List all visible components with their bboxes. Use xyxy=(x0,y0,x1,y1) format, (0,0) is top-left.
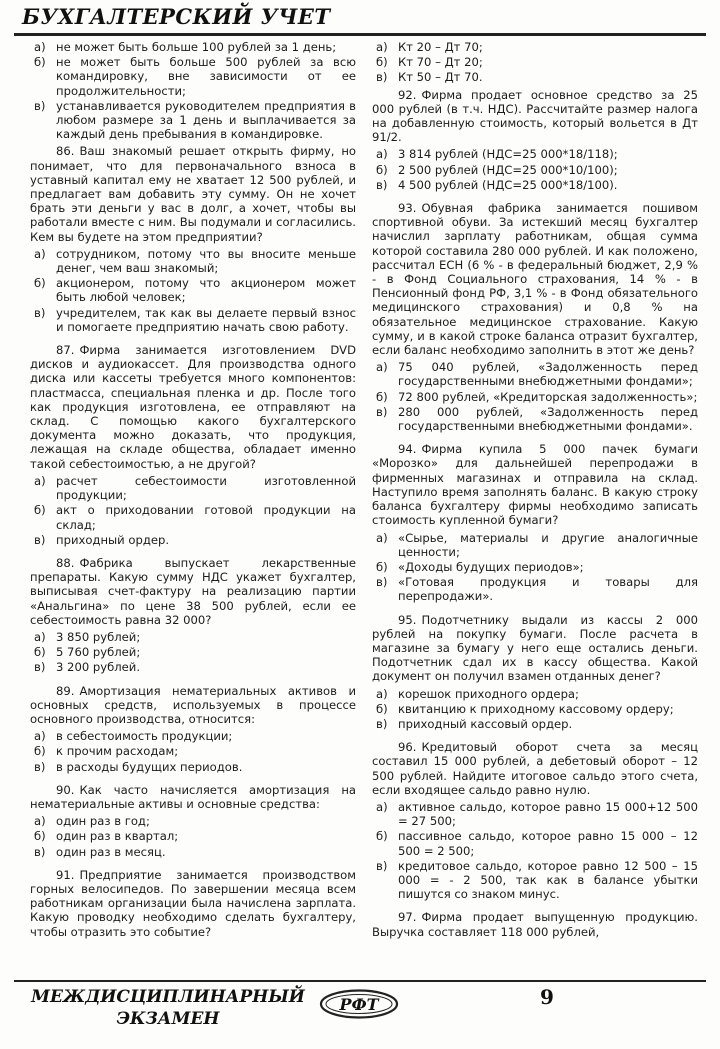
question-number: 92. xyxy=(398,87,417,102)
answer-option xyxy=(372,859,698,902)
question-text xyxy=(30,684,356,727)
option-letter: в) xyxy=(376,858,388,873)
option-letter: б) xyxy=(376,389,388,404)
option-letter: б) xyxy=(34,503,46,518)
question-list xyxy=(30,144,356,938)
question-text xyxy=(30,144,356,243)
question-text xyxy=(372,910,698,938)
option-letter: а) xyxy=(34,40,46,54)
option-letter: а) xyxy=(376,686,388,701)
logo-text: РФТ xyxy=(339,995,379,1014)
answer-option xyxy=(372,829,698,857)
option-text: «Доходы будущих периодов»; xyxy=(398,559,584,574)
question-body: Фирма занимается изготовлением DVD дисков и аудиокассет. Для производства одного диска или кассеты требуется много компонентов: пластмасса, специальная пленка и др. После того как продукция изготовлена, ее отправляют на склад. С помощью какого бухгалтерского документа можно доказать, что продукция, лежащая на складе общества, обладает именно такой себестоимостью, а не другой? xyxy=(30,343,356,471)
footer-line-1: МЕЖДИСЦИПЛИНАРНЫЙ xyxy=(31,987,305,1007)
question-number: 94. xyxy=(398,442,417,457)
answer-option xyxy=(372,360,698,388)
option-text: один раз в квартал; xyxy=(56,829,179,844)
answer-option xyxy=(372,531,698,559)
option-text: один раз в месяц. xyxy=(56,844,166,859)
answer-option xyxy=(30,729,356,743)
option-letter: а) xyxy=(376,799,388,814)
option-letter: в) xyxy=(34,98,46,113)
option-letter: в) xyxy=(376,70,388,85)
option-text: 2 500 рублей (НДС=25 000*10/100); xyxy=(398,162,618,177)
option-letter: в) xyxy=(34,844,46,859)
question-block xyxy=(372,442,698,603)
question-number: 88. xyxy=(56,555,75,570)
option-text: кредитовое сальдо, которое равно 12 500 – 15 000 = - 2 500, так как в балансе убытки пишутся со знаком минус. xyxy=(398,858,698,902)
question-body: Фирма продает основное средство за 25 000 рублей (в т.ч. НДС). Рассчитайте размер налога на добавленную стоимость, который вольется в Дт 91/2. xyxy=(372,87,698,145)
footer-rule xyxy=(14,980,706,982)
answer-option xyxy=(30,503,356,531)
option-letter: б) xyxy=(376,55,388,70)
option-letter: а) xyxy=(376,360,388,375)
answer-option xyxy=(30,474,356,502)
option-letter: б) xyxy=(376,701,388,716)
option-letter: в) xyxy=(376,404,388,419)
question-block xyxy=(372,613,698,732)
option-text: Кт 50 – Дт 70. xyxy=(398,70,483,85)
answer-option xyxy=(372,390,698,404)
option-text: устанавливается руководителем предприятия в любом размере за 1 день и выплачивается за каждый день пребывания в командировке. xyxy=(56,98,356,142)
option-text: 3 814 рублей (НДС=25 000*18/118); xyxy=(398,147,618,162)
option-text: 3 850 рублей; xyxy=(56,629,141,644)
question-block xyxy=(30,144,356,334)
answer-option xyxy=(372,178,698,192)
question-text xyxy=(30,868,356,939)
question-body: Кредитовый оборот счета за месяц составил 15 000 рублей, а дебетовый оборот – 12 500 рублей. Найдите итоговое сальдо этого счета, если входящее сальдо равно нулю. xyxy=(372,740,698,797)
answer-option xyxy=(372,147,698,161)
option-text: 5 760 рублей; xyxy=(56,645,141,660)
option-letter: в) xyxy=(34,305,46,320)
answer-option xyxy=(372,55,698,69)
question-block xyxy=(372,910,698,938)
option-text: приходный ордер. xyxy=(56,532,170,547)
answer-option xyxy=(30,533,356,547)
option-letter: б) xyxy=(34,744,46,759)
question-body: Как часто начисляется амортизация на нематериальные активы и основные средства: xyxy=(30,782,356,811)
option-letter: а) xyxy=(376,147,388,162)
answer-option xyxy=(372,687,698,701)
publisher-logo xyxy=(318,988,400,1020)
answer-option xyxy=(372,70,698,84)
question-body: Фирма продает выпущенную продукцию. Выручка составляет 118 000 рублей, xyxy=(372,910,698,939)
option-text: «Готовая продукция и товары для перепродажи». xyxy=(398,575,698,604)
question-body: Фабрика выпускает лекарственные препараты. Какую сумму НДС укажет бухгалтер, выписывая счет-фактуру на реализацию партии «Анальгина» по цене 38 500 рублей, если ее себестоимость равна 32 000? xyxy=(30,555,356,627)
option-letter: а) xyxy=(376,530,388,545)
option-letter: б) xyxy=(34,55,46,70)
answer-option xyxy=(30,814,356,828)
option-letter: а) xyxy=(34,629,46,644)
option-text: 75 040 рублей, «Задолженность перед государственными внебюджетными фондами»; xyxy=(398,360,698,389)
option-text: 4 500 рублей (НДС=25 000*18/100). xyxy=(398,177,618,192)
answer-option xyxy=(372,800,698,828)
option-letter: б) xyxy=(34,829,46,844)
option-text: не может быть больше 100 рублей за 1 день; xyxy=(56,40,337,54)
question-body: Подотчетнику выдали из кассы 2 000 рублей на покупку бумаги. После расчета в магазине за бумагу у него еще остались деньги. Подотчетник сдал их в кассу общества. Какой документ он получил взамен отданных денег? xyxy=(372,612,698,684)
question-text xyxy=(372,442,698,527)
option-text: сотрудником, потому что вы вносите меньше денег, чем ваш знакомый; xyxy=(56,246,356,276)
question-text xyxy=(30,556,356,627)
option-text: «Сырье, материалы и другие аналогичные ценности; xyxy=(398,530,698,559)
question-body: Предприятие занимается производством горных велосипедов. По завершении месяца всем работникам организации была начислена зарплата. Какую проводку необходимо сделать бухгалтеру, чтобы отразить это событие? xyxy=(30,867,356,939)
page-number: 9 xyxy=(540,985,554,1009)
option-text: пассивное сальдо, которое равно 15 000 – 12 500 = 2 500; xyxy=(398,829,698,858)
option-text: акт о приходовании готовой продукции на склад; xyxy=(56,503,356,532)
option-text: квитанцию к приходному кассовому ордеру; xyxy=(398,701,674,716)
question-block xyxy=(372,88,698,192)
option-text: Кт 20 – Дт 70; xyxy=(398,40,483,54)
header-rule xyxy=(14,33,706,36)
answer-option xyxy=(30,99,356,142)
question-number: 86. xyxy=(56,144,75,159)
option-letter: в) xyxy=(34,660,46,675)
option-text: к прочим расходам; xyxy=(56,744,179,759)
option-letter: а) xyxy=(34,473,46,488)
question-number: 96. xyxy=(398,740,417,755)
question-text xyxy=(372,88,698,145)
answer-option xyxy=(30,760,356,774)
question-number: 87. xyxy=(56,343,75,358)
option-text: в себестоимость продукции; xyxy=(56,729,233,744)
option-text: учредителем, так как вы делаете первый взнос и помогаете предприятию начать свою работу. xyxy=(56,305,356,334)
answer-option xyxy=(30,276,356,304)
continued-options xyxy=(372,40,698,85)
question-number: 97. xyxy=(398,910,417,925)
question-body: Ваш знакомый решает открыть фирму, но понимает, что для первоначального взноса в уставный капитал ему не хватает 12 500 рублей, и предлагает вам добавить эту сумму. Он не хочет брать эти деньги у вас в долг, а хочет, чтобы вы работали вместе с ним. Вы подумали и согласились. Кем вы будете на этом предприятии? xyxy=(30,144,356,244)
answer-option xyxy=(30,40,356,54)
option-letter: в) xyxy=(376,177,388,192)
option-text: акционером, потому что акционером может быть любой человек; xyxy=(56,276,356,305)
option-text: в расходы будущих периодов. xyxy=(56,759,243,774)
option-letter: б) xyxy=(376,162,388,177)
answer-option xyxy=(30,306,356,334)
question-block xyxy=(372,201,698,433)
answer-option xyxy=(372,702,698,716)
option-letter: в) xyxy=(34,532,46,547)
question-number: 91. xyxy=(56,867,75,882)
question-text xyxy=(372,201,698,357)
answer-option xyxy=(30,845,356,859)
option-letter: в) xyxy=(34,759,46,774)
option-letter: в) xyxy=(376,716,388,731)
answer-option xyxy=(30,630,356,644)
option-letter: б) xyxy=(376,829,388,844)
option-text: 280 000 рублей, «Задолженность перед государственными внебюджетными фондами». xyxy=(398,404,698,434)
answer-option xyxy=(372,405,698,433)
answer-option xyxy=(30,645,356,659)
question-text xyxy=(372,613,698,684)
option-text: один раз в год; xyxy=(56,814,150,829)
option-text: расчет себестоимости изготовленной продукции; xyxy=(56,473,356,503)
option-letter: а) xyxy=(376,40,388,54)
page-header-title: БУХГАЛТЕРСКИЙ УЧЕТ xyxy=(22,4,331,29)
question-list xyxy=(372,88,698,939)
option-letter: а) xyxy=(34,729,46,744)
option-letter: б) xyxy=(376,559,388,574)
continued-options xyxy=(30,40,356,141)
option-text: 3 200 рублей. xyxy=(56,660,141,675)
question-block xyxy=(30,556,356,675)
right-column xyxy=(372,40,698,975)
answer-option xyxy=(372,163,698,177)
answer-option xyxy=(30,744,356,758)
option-text: корешок приходного ордера; xyxy=(398,686,579,701)
question-number: 89. xyxy=(56,683,75,698)
option-text: активное сальдо, которое равно 15 000+12 500 = 27 500; xyxy=(398,799,698,829)
option-letter: а) xyxy=(34,814,46,829)
question-block xyxy=(30,684,356,774)
option-text: приходный кассовый ордер. xyxy=(398,716,573,731)
answer-option xyxy=(372,560,698,574)
answer-option xyxy=(30,55,356,98)
answer-option xyxy=(30,660,356,674)
option-letter: в) xyxy=(376,575,388,590)
question-block xyxy=(372,740,698,901)
question-block xyxy=(30,783,356,859)
question-text xyxy=(30,783,356,811)
footer-exam-title xyxy=(28,986,308,1030)
answer-option xyxy=(30,829,356,843)
question-number: 90. xyxy=(56,782,75,797)
question-block xyxy=(30,868,356,939)
option-text: 72 800 рублей, «Кредиторская задолженность»; xyxy=(398,389,698,404)
question-block xyxy=(30,343,356,547)
answer-option xyxy=(372,575,698,603)
left-column xyxy=(30,40,356,975)
option-letter: а) xyxy=(34,246,46,261)
question-text xyxy=(372,740,698,797)
option-letter: б) xyxy=(34,645,46,660)
question-text xyxy=(30,343,356,471)
question-body: Обувная фабрика занимается пошивом спортивной обуви. За истекший месяц бухгалтер начислил зарплату работникам, общая сумма которой составила 280 000 рублей. И как положено, рассчитал ЕСН (6 % - в федеральный бюджет, 2,9 % - в Фонд Социального страхования, 14 % - в Пенсионный фонд РФ, 3,1 % - в Фонд обязательного медицинского страхования) и 0,8 % на обязательное медицинское страхование. Какую сумму, и в какой строке баланса отразит бухгалтер, если баланс необходимо заполнить в этот же день? xyxy=(372,201,698,358)
footer-line-2: ЭКЗАМЕН xyxy=(116,1009,220,1029)
answer-option xyxy=(372,717,698,731)
option-letter: б) xyxy=(34,276,46,291)
answer-option xyxy=(30,247,356,275)
question-number: 95. xyxy=(398,612,417,627)
question-body: Амортизация нематериальных активов и основных средств, используемых в процессе основного производства, относится: xyxy=(30,683,356,726)
option-text: Кт 70 – Дт 20; xyxy=(398,55,483,70)
answer-option xyxy=(372,40,698,54)
option-text: не может быть больше 500 рублей за всю командировку, вне зависимости от ее продолжительности; xyxy=(56,55,356,98)
question-body: Фирма купила 5 000 пачек бумаги «Морозко» для дальнейшей перепродажи в фирменных магазинах и отправила на склад. Наступило время заполнять баланс. В какую строку баланса бухгалтеру фирмы необходимо записать стоимость купленной бумаги? xyxy=(372,442,698,528)
question-number: 93. xyxy=(398,201,417,216)
